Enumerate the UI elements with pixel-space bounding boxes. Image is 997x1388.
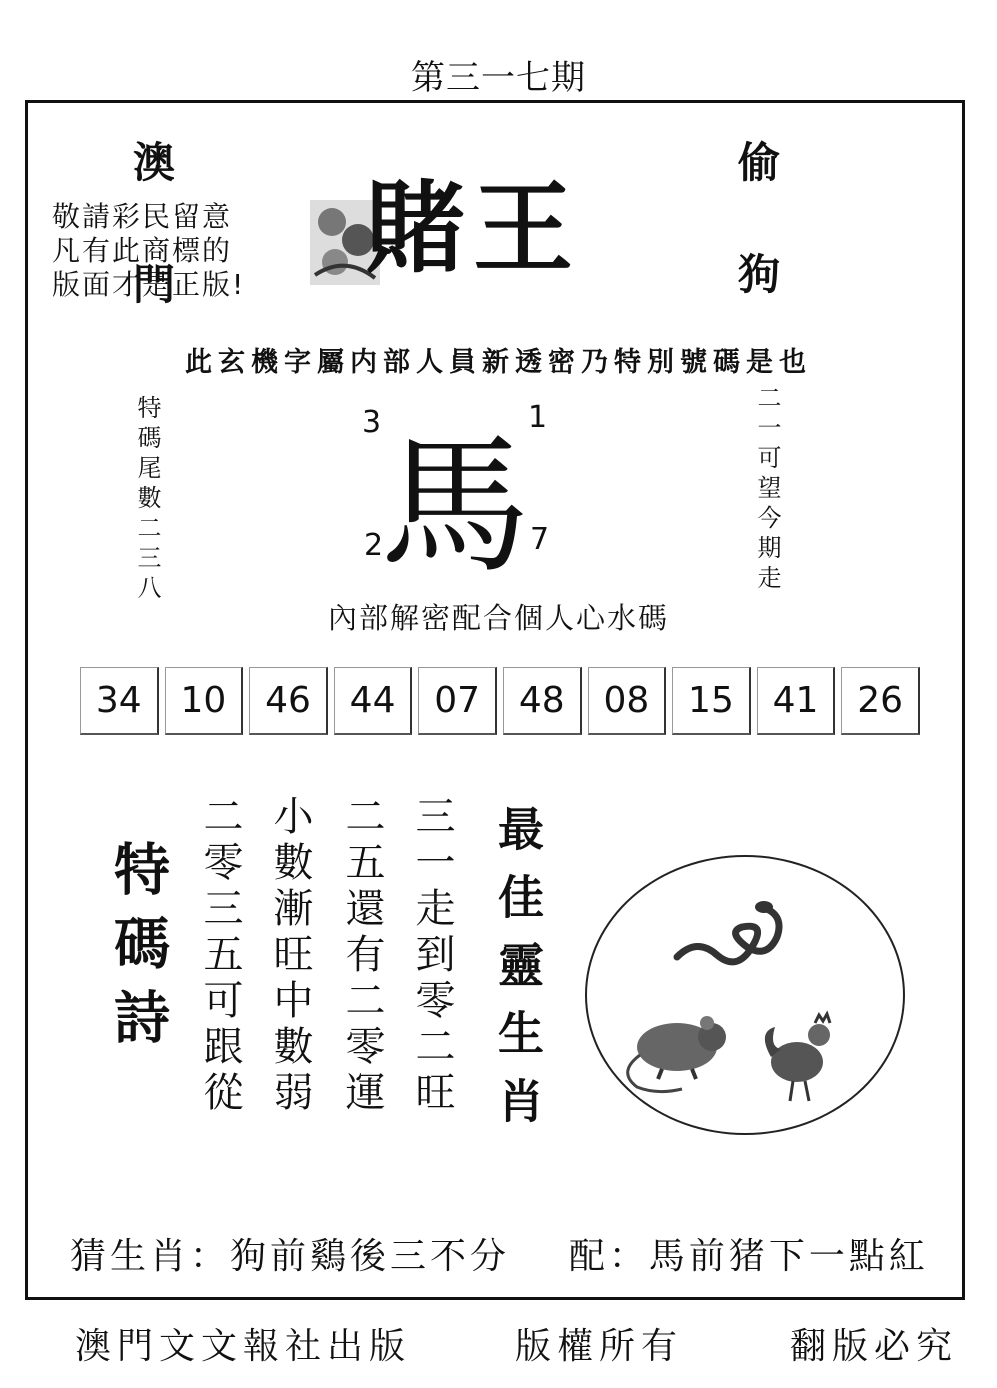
poem-line: 二零三五可跟從 — [197, 795, 243, 1117]
corner-number-bottom-left: 2 — [364, 528, 384, 563]
poem-title: 特碼詩 — [105, 840, 171, 1062]
number-box: 41 — [757, 667, 836, 735]
best-zodiac-label: 最佳靈生肖 — [491, 805, 545, 1145]
snake-icon — [672, 887, 792, 977]
corner-number-bottom-right: 7 — [530, 522, 550, 557]
rooster-icon — [757, 1007, 847, 1107]
center-character: 馬 — [380, 420, 531, 594]
corner-number-top-left: 3 — [362, 405, 382, 440]
number-box: 48 — [503, 667, 582, 735]
side-label-left: 澳門 — [127, 140, 176, 384]
corner-number-top-right: 1 — [528, 400, 548, 435]
page-title: 賭王 — [365, 170, 581, 287]
tagline: 此玄機字屬内部人員新透密乃特別號碼是也 — [185, 347, 812, 378]
footer-rights: 版權所有 — [515, 1326, 684, 1367]
number-box: 34 — [80, 667, 159, 735]
notice-line: 凡有此商標的 — [52, 234, 233, 267]
footer-warning: 翻版必究 — [790, 1326, 959, 1367]
side-label-right: 偷狗 — [732, 140, 781, 364]
number-row — [80, 667, 920, 735]
number-box: 10 — [165, 667, 244, 735]
number-box: 15 — [672, 667, 751, 735]
number-box: 07 — [418, 667, 497, 735]
guess-zodiac-text: 猜生肖：狗前鷄後三不分 — [70, 1236, 511, 1277]
zodiac-circle — [585, 855, 905, 1135]
tail-digits-note: 特碼尾數二三八 — [133, 395, 161, 605]
footer-publisher: 澳門文文報社出版 — [75, 1326, 412, 1367]
number-box: 46 — [249, 667, 328, 735]
poem-line: 二五還有二零運 — [339, 795, 385, 1117]
pair-hint-text: 配：馬前猪下一點紅 — [568, 1236, 929, 1277]
expected-numbers-note: 二一可望今期走 — [753, 385, 781, 595]
notice-line: 敬請彩民留意 — [52, 200, 233, 233]
number-box: 44 — [334, 667, 413, 735]
notice-line: 版面才是正版! — [52, 268, 246, 301]
number-box: 08 — [588, 667, 667, 735]
issue-number: 第三一七期 — [411, 58, 586, 98]
number-box: 26 — [841, 667, 920, 735]
subtitle: 內部解密配合個人心水碼 — [327, 601, 669, 635]
rat-icon — [612, 1007, 732, 1097]
poem-line: 三一走到零二旺 — [409, 795, 455, 1117]
poem-line: 小數漸旺中數弱 — [267, 795, 313, 1117]
trademark-notice — [52, 200, 287, 302]
zodiac-hint-line — [70, 1228, 929, 1279]
